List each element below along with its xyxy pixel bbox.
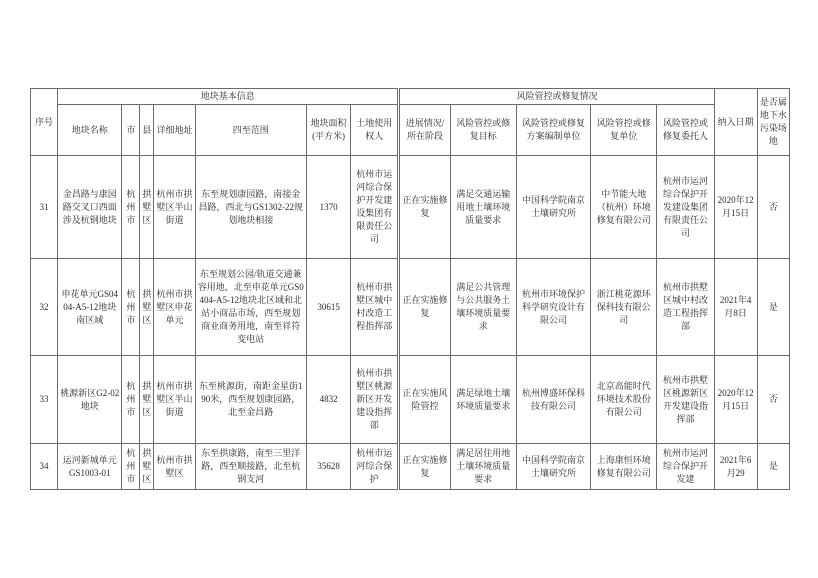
cell-boundary: 东至规划公园/轨道交通兼容用地，北至申花单元GS0404-A5-12地块北区域和北站小商品市场，西至规划商业商务用地，南至祥符变电站 [195,259,306,356]
cell-address: 杭州市拱墅区申花单元 [154,259,195,356]
section-header-risk-control: 风险管控或修复情况 [399,89,714,105]
cell-city: 杭州市 [122,156,140,259]
col-header-county: 县 [140,105,154,156]
cell-groundwater: 是 [757,259,789,356]
cell-county: 拱墅区 [140,156,154,259]
cell-client: 杭州市拱墅区桃源新区开发建设指挥部 [657,356,714,444]
cell-target: 满足公共管理与公共服务土壤环境质量要求 [450,259,516,356]
cell-stage: 正在实施修复 [399,259,450,356]
col-header-address: 详细地址 [154,105,195,156]
table-row [31,259,790,356]
cell-seq: 31 [31,156,58,259]
cell-boundary: 东至桃源街，南距金星街190米，西至规划康园路，北至金昌路 [195,356,306,444]
cell-land-user: 杭州市运河综合保护 [351,444,399,490]
cell-plan-maker: 中国科学院南京土壤研究所 [516,444,590,490]
col-header-stage: 进展情况/所在阶段 [399,105,450,156]
cell-target: 满足交通运输用地土壤环境质量要求 [450,156,516,259]
section-header-row [31,89,790,105]
table-row [31,156,790,259]
cell-city: 杭州市 [122,444,140,490]
cell-groundwater: 是 [757,444,789,490]
cell-stage: 正在实施修复 [399,156,450,259]
cell-date: 2020年12月15日 [714,156,757,259]
cell-stage: 正在实施风险管控 [399,356,450,444]
section-header-basic-info: 地块基本信息 [58,89,399,105]
cell-seq: 33 [31,356,58,444]
cell-name: 申花单元GS0404-A5-12地块南区域 [58,259,122,356]
cell-remediator: 中节能大地（杭州）环境修复有限公司 [591,156,657,259]
cell-address: 杭州市拱墅区 [154,444,195,490]
land-parcel-table [30,88,790,490]
cell-area: 4832 [306,356,350,444]
cell-remediator: 浙江桃花源环保科技有限公司 [591,259,657,356]
col-header-remediator: 风险管控或修复单位 [591,105,657,156]
cell-name: 金昌路与康园路交叉口西面涉及杭钢地块 [58,156,122,259]
cell-county: 拱墅区 [140,259,154,356]
table-row [31,356,790,444]
cell-boundary: 东至拱康路，南至三里洋路，西至顺接路，北至杭钢支河 [195,444,306,490]
cell-remediator: 北京高能时代环境技术股份有限公司 [591,356,657,444]
col-header-city: 市 [122,105,140,156]
cell-date: 2020年12月15日 [714,356,757,444]
col-header-plan-maker: 风险管控或修复方案编制单位 [516,105,590,156]
cell-seq: 34 [31,444,58,490]
cell-client: 杭州市运河综合保护开发建设集团有限责任公司 [657,156,714,259]
cell-area: 35628 [306,444,350,490]
cell-target: 满足居住用地土壤环境质量要求 [450,444,516,490]
cell-stage: 正在实施修复 [399,444,450,490]
col-header-date: 纳入日期 [714,89,757,156]
cell-remediator: 上海康恒环境修复有限公司 [591,444,657,490]
col-header-name: 地块名称 [58,105,122,156]
cell-address: 杭州市拱墅区半山街道 [154,156,195,259]
cell-land-user: 杭州市运河综合保护开发建设集团有限责任公司 [351,156,399,259]
cell-county: 拱墅区 [140,356,154,444]
col-header-area: 地块面积(平方米) [306,105,350,156]
cell-land-user: 杭州市拱墅区城中村改造工程指挥部 [351,259,399,356]
cell-area: 30615 [306,259,350,356]
cell-plan-maker: 杭州博盛环保科技有限公司 [516,356,590,444]
cell-area: 1370 [306,156,350,259]
cell-name: 桃源新区G2-02地块 [58,356,122,444]
cell-plan-maker: 中国科学院南京土壤研究所 [516,156,590,259]
cell-date: 2021年4月8日 [714,259,757,356]
col-header-target: 风险管控或修复目标 [450,105,516,156]
cell-target: 满足绿地土壤环境质量要求 [450,356,516,444]
cell-client: 杭州市运河综合保护开发建 [657,444,714,490]
cell-plan-maker: 杭州市环境保护科学研究设计有限公司 [516,259,590,356]
cell-boundary: 东至规划康园路，南接金昌路，西北与GS1302-22规划地块相接 [195,156,306,259]
col-header-seq: 序号 [31,89,58,156]
column-header-row [31,105,790,156]
cell-groundwater: 否 [757,356,789,444]
cell-land-user: 杭州市拱墅区桃源新区开发建设指挥部 [351,356,399,444]
cell-city: 杭州市 [122,259,140,356]
cell-date: 2021年6月29 [714,444,757,490]
col-header-groundwater: 是否属地下水污染场地 [757,89,789,156]
cell-name: 运河新城单元GS1003-01 [58,444,122,490]
cell-client: 杭州市拱墅区城中村改造工程指挥部 [657,259,714,356]
cell-groundwater: 否 [757,156,789,259]
col-header-land-user: 土地使用权人 [351,105,399,156]
cell-seq: 32 [31,259,58,356]
cell-address: 杭州市拱墅区半山街道 [154,356,195,444]
cell-city: 杭州市 [122,356,140,444]
col-header-client: 风险管控或修复委托人 [657,105,714,156]
col-header-boundary: 四至范围 [195,105,306,156]
cell-county: 拱墅区 [140,444,154,490]
table-row [31,444,790,490]
